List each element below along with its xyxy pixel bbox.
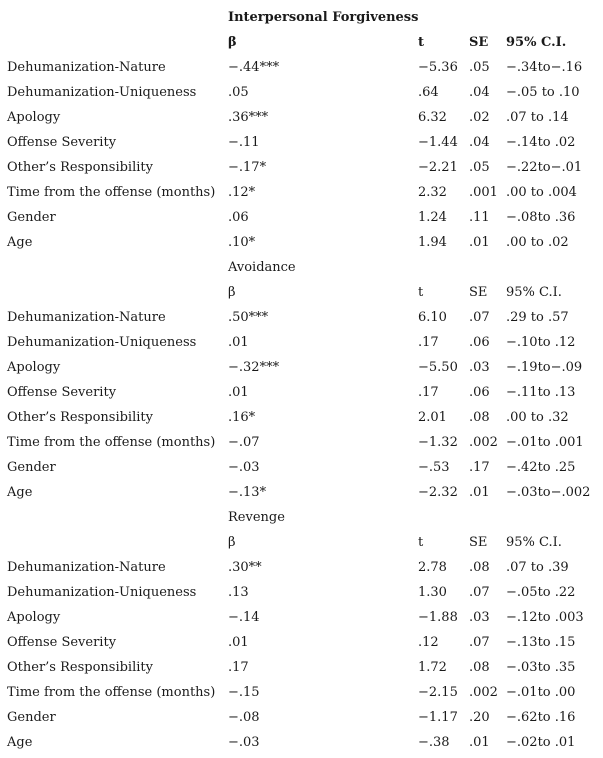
beta-value: .36*** [228,110,269,125]
beta-value: .01 [228,385,249,400]
se-value: .01 [469,735,490,750]
table-row [0,155,603,180]
t-value: −1.44 [418,135,458,150]
predictor-label: Offense Severity [7,385,117,400]
ci-value: −.34to−.16 [506,60,583,75]
predictor-label: Dehumanization-Nature [7,560,166,575]
se-value: .03 [469,610,490,625]
se-value: .01 [469,485,490,500]
predictor-label: Offense Severity [7,635,117,650]
t-value: −1.88 [418,610,458,625]
table-row [0,380,603,405]
se-value: .08 [469,410,490,425]
beta-value: .30** [228,560,262,575]
beta-value: −.17* [228,160,267,175]
t-value: .17 [418,385,439,400]
beta-value: .12* [228,185,256,200]
table-row [0,680,603,705]
t-value: 1.30 [418,585,447,600]
table-row [0,705,603,730]
table-row [0,205,603,230]
se-value: .07 [469,635,490,650]
section-title-row [0,5,603,30]
predictor-label: Apology [7,610,61,625]
ci-value: .00 to .32 [506,410,569,425]
t-value: .12 [418,635,439,650]
se-value: .002 [469,685,498,700]
predictor-label: Time from the offense (months) [7,435,216,450]
beta-value: −.15 [228,685,260,700]
se-value: .08 [469,660,490,675]
t-value: −2.15 [418,685,458,700]
column-header-se: SE [469,285,488,300]
table-row [0,430,603,455]
t-value: −2.21 [418,160,458,175]
t-value: −1.32 [418,435,458,450]
se-value: .05 [469,160,490,175]
ci-value: −.22to−.01 [506,160,583,175]
ci-value: .07 to .14 [506,110,569,125]
predictor-label: Dehumanization-Nature [7,60,166,75]
t-value: .64 [418,85,439,100]
beta-value: −.03 [228,735,260,750]
column-header-beta: β [228,535,236,550]
column-header-ci: 95% C.I. [506,535,562,550]
ci-value: −.08to .36 [506,210,576,225]
ci-value: −.01to .00 [506,685,576,700]
predictor-label: Dehumanization-Uniqueness [7,85,197,100]
ci-value: −.03to−.002 [506,485,591,500]
se-value: .20 [469,710,490,725]
table-row [0,180,603,205]
t-value: .17 [418,335,439,350]
column-header-se: SE [469,535,488,550]
se-value: .07 [469,310,490,325]
predictor-label: Age [7,735,33,750]
beta-value: −.14 [228,610,260,625]
t-value: −5.36 [418,60,458,75]
table-row [0,105,603,130]
table-row [0,555,603,580]
se-value: .08 [469,560,490,575]
beta-value: −.32*** [228,360,280,375]
ci-value: −.42to .25 [506,460,576,475]
beta-value: .01 [228,335,249,350]
ci-value: −.14to .02 [506,135,576,150]
t-value: 1.72 [418,660,447,675]
column-header-ci: 95% C.I. [506,35,567,50]
beta-value: −.03 [228,460,260,475]
predictor-label: Offense Severity [7,135,117,150]
section-title-row [0,505,603,530]
beta-value: −.44*** [228,60,280,75]
table-row [0,55,603,80]
column-header-beta: β [228,285,236,300]
ci-value: .00 to .02 [506,235,569,250]
beta-value: .06 [228,210,249,225]
ci-value: −.05to .22 [506,585,576,600]
section-title: Avoidance [228,260,296,275]
se-value: .07 [469,585,490,600]
t-value: 6.32 [418,110,447,125]
predictor-label: Gender [7,210,56,225]
predictor-label: Dehumanization-Nature [7,310,166,325]
predictor-label: Other’s Responsibility [7,410,153,425]
table-row [0,230,603,255]
table-row [0,655,603,680]
beta-value: .01 [228,635,249,650]
beta-value: −.11 [228,135,260,150]
section-title: Interpersonal Forgiveness [228,10,419,25]
beta-value: .10* [228,235,256,250]
column-header-ci: 95% C.I. [506,285,562,300]
predictor-label: Dehumanization-Uniqueness [7,335,197,350]
column-header-row [0,280,603,305]
column-header-t: t [418,285,424,300]
ci-value: −.10to .12 [506,335,576,350]
table-row [0,580,603,605]
ci-value: −.02to .01 [506,735,576,750]
se-value: .06 [469,385,490,400]
ci-value: −.01to .001 [506,435,584,450]
t-value: 2.01 [418,410,447,425]
column-header-row [0,530,603,555]
se-value: .03 [469,360,490,375]
se-value: .04 [469,85,490,100]
beta-value: .16* [228,410,256,425]
beta-value: .05 [228,85,249,100]
se-value: .04 [469,135,490,150]
se-value: .05 [469,60,490,75]
section-title: Revenge [228,510,285,525]
predictor-label: Other’s Responsibility [7,160,153,175]
table-row [0,330,603,355]
se-value: .11 [469,210,490,225]
predictor-label: Gender [7,710,56,725]
t-value: 2.32 [418,185,447,200]
predictor-label: Other’s Responsibility [7,660,153,675]
ci-value: −.62to .16 [506,710,576,725]
se-value: .06 [469,335,490,350]
ci-value: −.13to .15 [506,635,576,650]
column-header-row [0,30,603,55]
t-value: −.53 [418,460,450,475]
section-title-row [0,255,603,280]
t-value: 6.10 [418,310,447,325]
t-value: −2.32 [418,485,458,500]
predictor-label: Time from the offense (months) [7,185,216,200]
se-value: .17 [469,460,490,475]
t-value: 2.78 [418,560,447,575]
t-value: −1.17 [418,710,458,725]
se-value: .02 [469,110,490,125]
ci-value: −.03to .35 [506,660,576,675]
predictor-label: Apology [7,360,61,375]
table-row [0,730,603,755]
column-header-beta: β [228,35,237,50]
se-value: .001 [469,185,498,200]
predictor-label: Age [7,485,33,500]
ci-value: −.12to .003 [506,610,584,625]
predictor-label: Age [7,235,33,250]
predictor-label: Dehumanization-Uniqueness [7,585,197,600]
column-header-t: t [418,35,425,50]
beta-value: −.08 [228,710,260,725]
predictor-label: Apology [7,110,61,125]
table-row [0,630,603,655]
ci-value: −.11to .13 [506,385,576,400]
table-row [0,480,603,505]
t-value: −5.50 [418,360,458,375]
t-value: 1.24 [418,210,447,225]
ci-value: .29 to .57 [506,310,569,325]
table-row [0,455,603,480]
ci-value: .00 to .004 [506,185,577,200]
beta-value: .17 [228,660,249,675]
beta-value: .50*** [228,310,269,325]
table-row [0,605,603,630]
ci-value: .07 to .39 [506,560,569,575]
se-value: .01 [469,235,490,250]
predictor-label: Time from the offense (months) [7,685,216,700]
ci-value: −.19to−.09 [506,360,583,375]
t-value: 1.94 [418,235,447,250]
table-row [0,405,603,430]
table-row [0,355,603,380]
t-value: −.38 [418,735,450,750]
column-header-t: t [418,535,424,550]
beta-value: −.13* [228,485,267,500]
table-row [0,130,603,155]
beta-value: −.07 [228,435,260,450]
column-header-se: SE [469,35,489,50]
beta-value: .13 [228,585,249,600]
predictor-label: Gender [7,460,56,475]
table-row [0,80,603,105]
table-row [0,305,603,330]
ci-value: −.05 to .10 [506,85,580,100]
se-value: .002 [469,435,498,450]
